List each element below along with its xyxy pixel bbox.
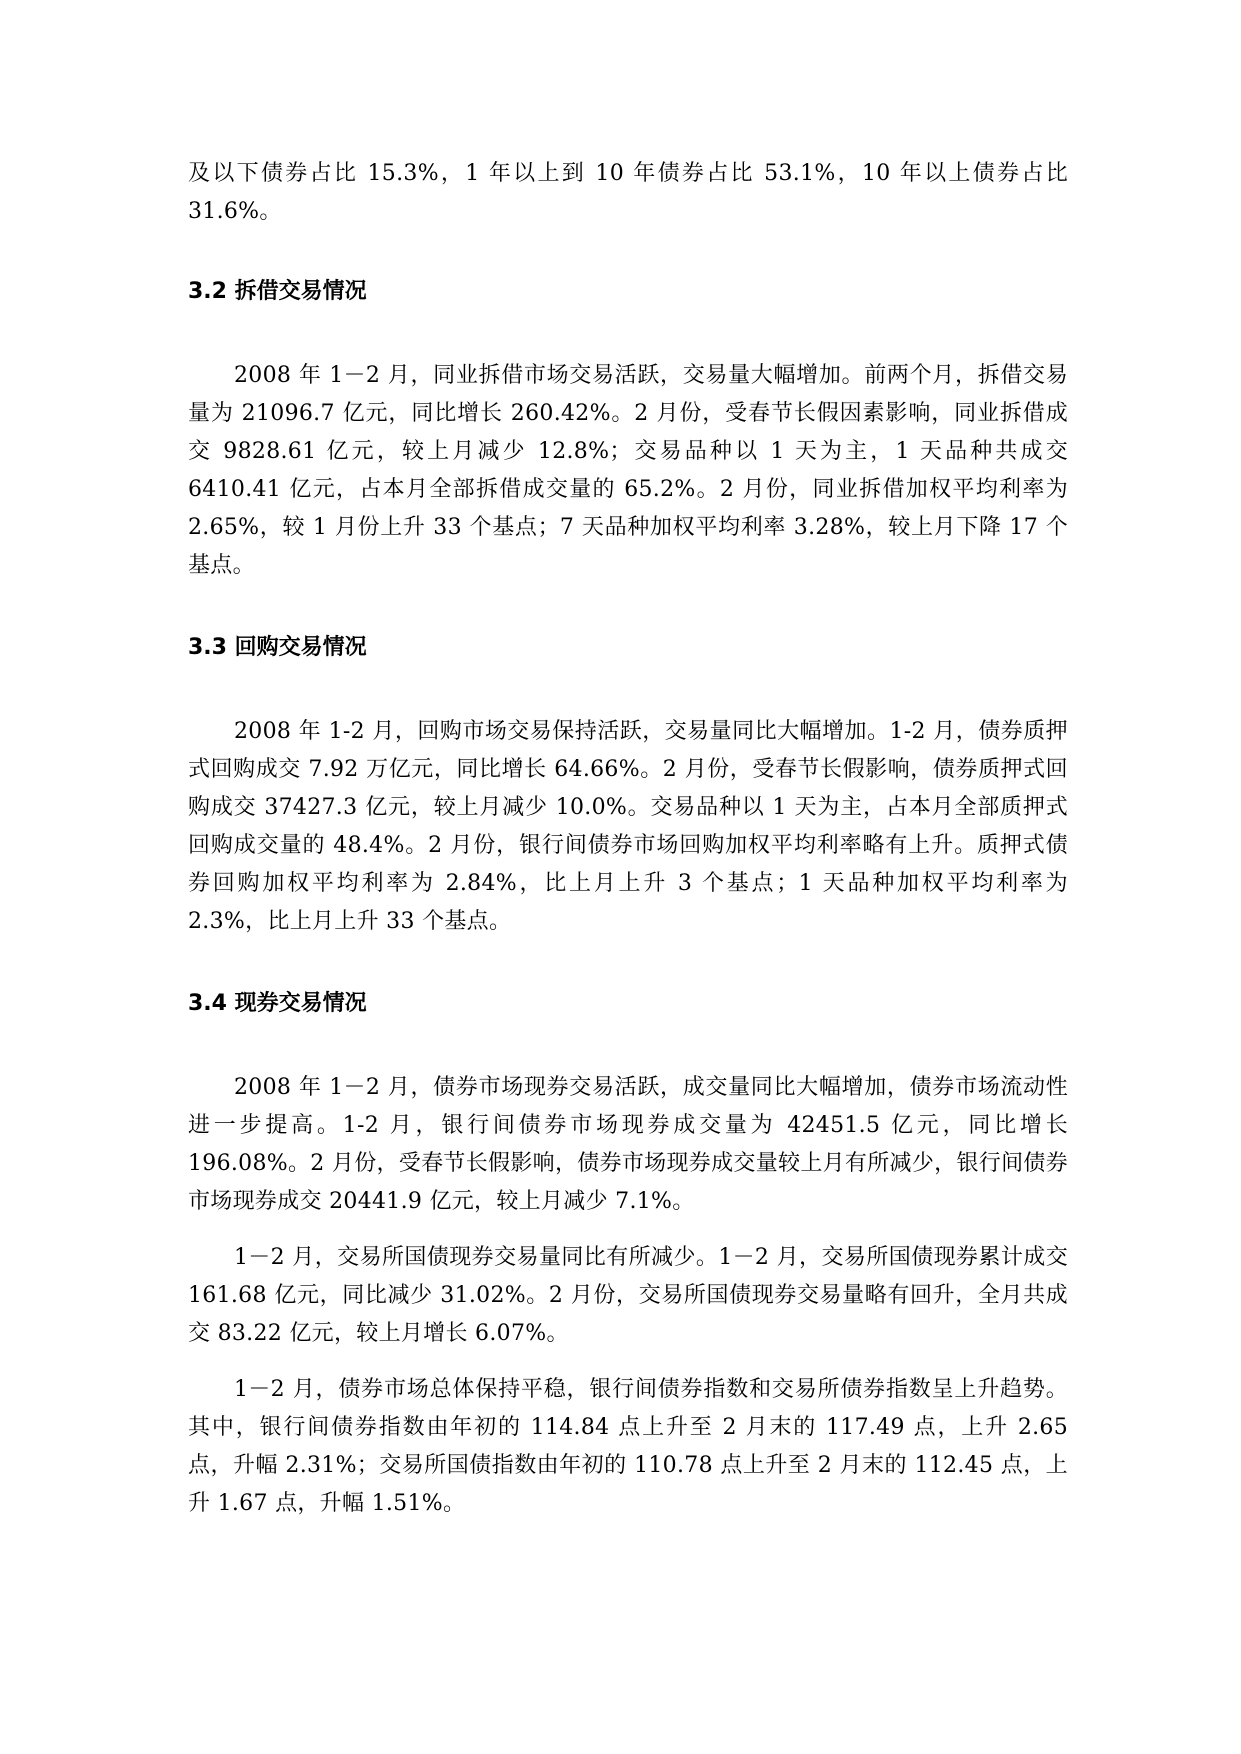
paragraph-3-4-1: 2008 年 1－2 月，债券市场现券交易活跃，成交量同比大幅增加，债券市场流动性进一步提高。1-2 月，银行间债券市场现券成交量为 42451.5 亿元，同比增长 196.08%。2 月份，受春节长假影响，债券市场现券成交量较上月有所减少，银行间债券市场现券成交 20441.9 亿元，较上月减少 7.1%。 [188,1075,1068,1214]
section-heading-3-2: 3.2 拆借交易情况 [188,279,367,304]
paragraph-3-3-1: 2008 年 1-2 月，回购市场交易保持活跃，交易量同比大幅增加。1-2 月，债券质押式回购成交 7.92 万亿元，同比增长 64.66%。2 月份，受春节长假影响，债券质押式回购成交 37427.3 亿元，较上月减少 10.0%。交易品种以 1 天为主，占本月全部质押式回购成交量的 48.4%。2 月份，银行间债券市场回购加权平均利率略有上升。质押式债券回购加权平均利率为 2.84%，比上月上升 3 个基点；1 天品种加权平均利率为 2.3%，比上月上升 33 个基点。 [188,719,1068,934]
paragraph-3-2-1: 2008 年 1－2 月，同业拆借市场交易活跃，交易量大幅增加。前两个月，拆借交易量为 21096.7 亿元，同比增长 260.42%。2 月份，受春节长假因素影响，同业拆借成交 9828.61 亿元，较上月减少 12.8%；交易品种以 1 天为主，1 天品种共成交 6410.41 亿元，占本月全部拆借成交量的 65.2%。2 月份，同业拆借加权平均利率为 2.65%，较 1 月份上升 33 个基点；7 天品种加权平均利率 3.28%，较上月下降 17 个基点。 [188,363,1068,578]
document-page [188,155,1068,1523]
section-heading-3-3: 3.3 回购交易情况 [188,635,367,660]
paragraph-3-4-2: 1－2 月，交易所国债现券交易量同比有所减少。1－2 月，交易所国债现券累计成交 161.68 亿元，同比减少 31.02%。2 月份，交易所国债现券交易量略有回升，全月共成交 83.22 亿元，较上月增长 6.07%。 [188,1245,1068,1346]
paragraph-3-4-3: 1－2 月，债券市场总体保持平稳，银行间债券指数和交易所债券指数呈上升趋势。其中，银行间债券指数由年初的 114.84 点上升至 2 月末的 117.49 点，上升 2.65 点，升幅 2.31%；交易所国债指数由年初的 110.78 点上升至 2 月末的 112.45 点，上升 1.67 点，升幅 1.51%。 [188,1377,1068,1516]
intro-paragraph: 及以下债券占比 15.3%，1 年以上到 10 年债券占比 53.1%，10 年以上债券占比 31.6%。 [188,161,1068,224]
section-heading-3-4: 3.4 现券交易情况 [188,991,367,1016]
